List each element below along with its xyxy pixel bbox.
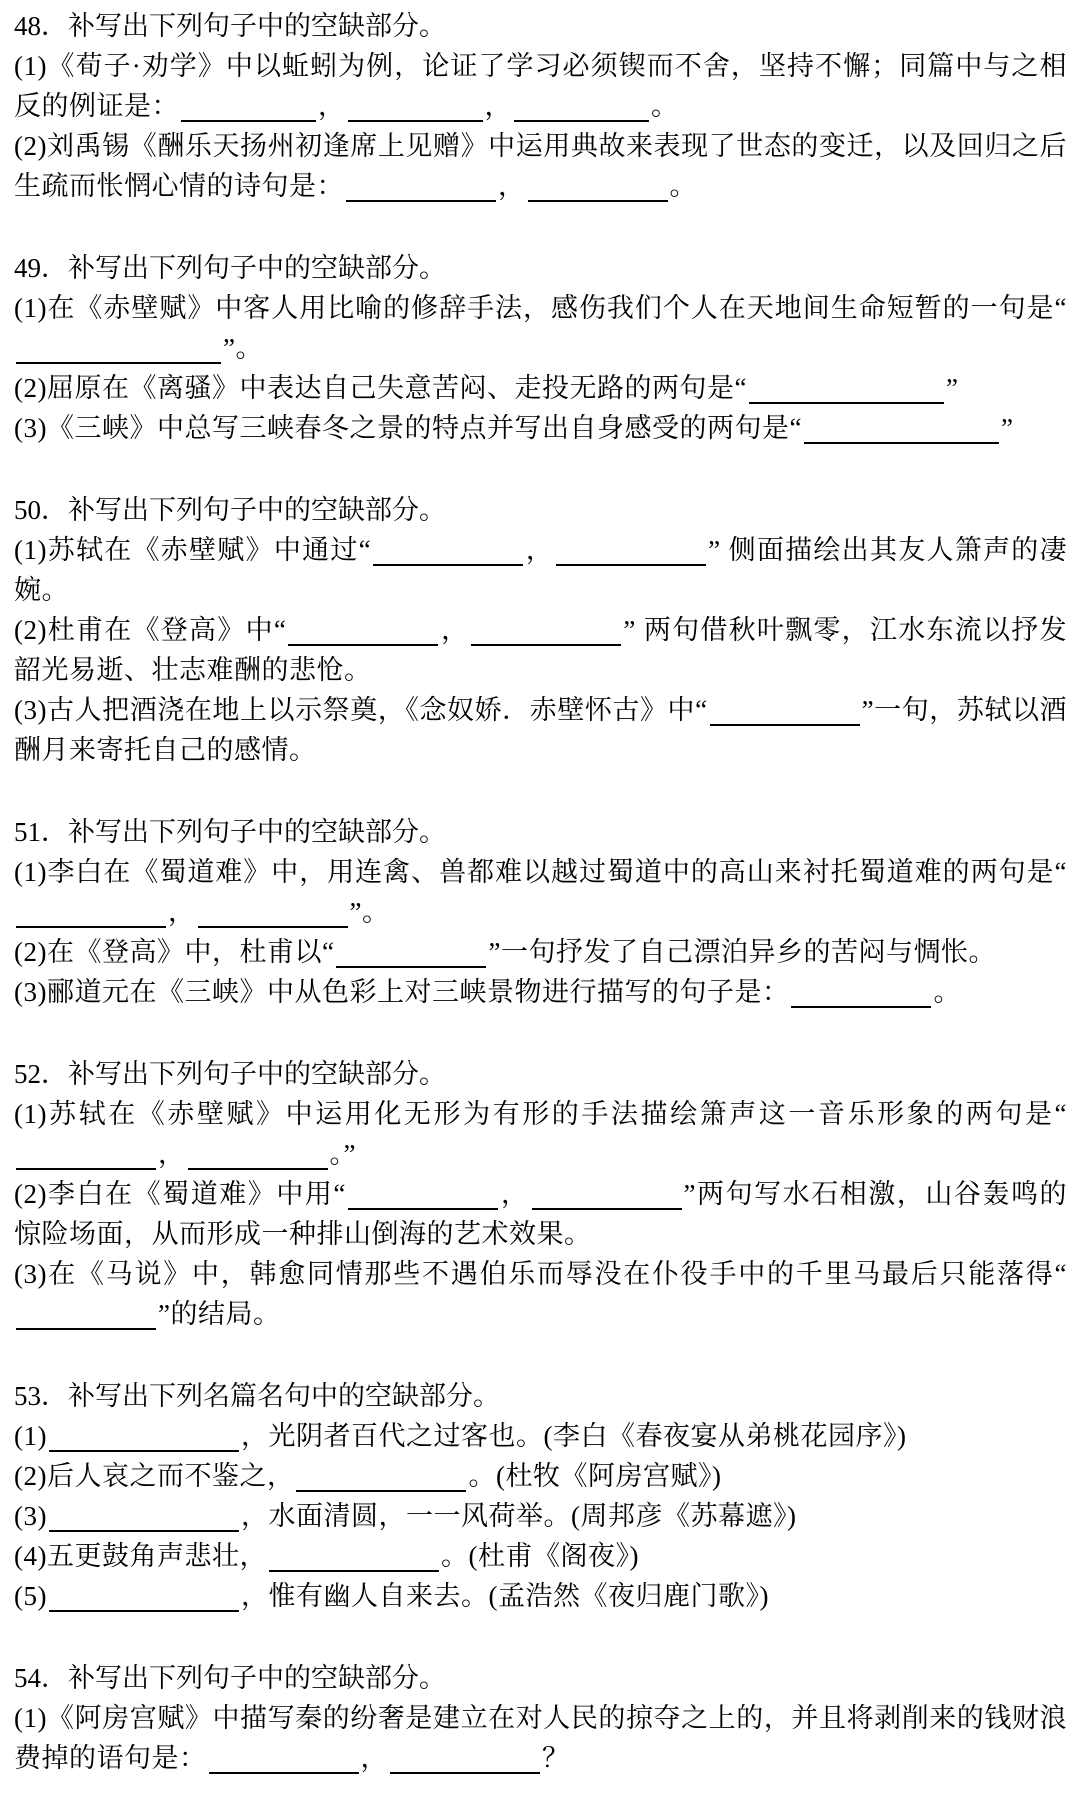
text-segment: 。: [651, 91, 679, 121]
blank-underline: [471, 620, 621, 646]
text-segment: ，: [484, 91, 512, 121]
text-segment: (5): [14, 1581, 47, 1611]
text-segment: ”: [945, 373, 959, 403]
question-item: [14, 852, 1067, 932]
text-segment: (2)屈原在《离骚》中表达自己失意苦闷、走投无路的两句是“: [14, 373, 747, 403]
blank-underline: [49, 1426, 239, 1452]
text-segment: ，: [498, 171, 526, 201]
blank-underline: [16, 902, 166, 928]
text-segment: 。: [933, 977, 961, 1007]
question-list: [14, 6, 1067, 1778]
text-segment: ，: [440, 615, 470, 645]
question-item: [14, 1254, 1067, 1334]
text-segment: 。”: [329, 1139, 356, 1169]
text-segment: (2)在《登高》中，杜甫以“: [14, 937, 335, 967]
text-segment: ” 侧面描绘出其友人箫声的凄婉。: [14, 535, 1068, 605]
blank-underline: [198, 902, 348, 928]
text-segment: (1)《阿房宫赋》中描写秦的纷奢是建立在对人民的掠夺之上的，并且将剥削来的钱财浪费掉的语句是：: [14, 1703, 1067, 1773]
question-block: [14, 490, 1067, 770]
blank-underline: [346, 176, 496, 202]
blank-underline: [288, 620, 438, 646]
blank-underline: [710, 700, 860, 726]
question-block: [14, 1658, 1067, 1778]
question-item: [14, 46, 1067, 126]
text-segment: (2)刘禹锡《酬乐天扬州初逢席上见赠》中运用典故来表现了世态的变迁，以及回归之后生疏而怅惘心情的诗句是：: [14, 131, 1067, 201]
text-segment: (2)后人哀之而不鉴之，: [14, 1461, 295, 1491]
question-item: [14, 1698, 1067, 1778]
blank-underline: [181, 96, 316, 122]
question-item: [14, 1456, 1067, 1496]
text-segment: (2)杜甫在《登高》中“: [14, 615, 287, 645]
blank-underline: [390, 1748, 540, 1774]
question-item: [14, 1576, 1067, 1616]
blank-underline: [336, 942, 486, 968]
question-item: [14, 368, 1067, 408]
text-segment: ，: [360, 1743, 388, 1773]
question-block: [14, 812, 1067, 1012]
blank-underline: [556, 540, 706, 566]
text-segment: ”: [1000, 413, 1014, 443]
blank-underline: [49, 1586, 239, 1612]
text-segment: (3): [14, 1501, 47, 1531]
text-segment: (1)苏轼在《赤壁赋》中运用化无形为有形的手法描绘箫声这一音乐形象的两句是“: [14, 1099, 1067, 1129]
question-item: [14, 126, 1067, 206]
question-item: [14, 690, 1067, 770]
blank-underline: [532, 1184, 682, 1210]
text-segment: ”。: [223, 333, 263, 363]
text-segment: ”两句写水石相激，山谷轰鸣的惊险场面，从而形成一种排山倒海的艺术效果。: [14, 1179, 1068, 1249]
blank-underline: [373, 540, 523, 566]
question-heading: 54．补写出下列句子中的空缺部分。: [14, 1663, 446, 1693]
question-item: [14, 1536, 1067, 1576]
text-segment: ，惟有幽人自来去。(孟浩然《夜归鹿门歌》): [240, 1581, 769, 1611]
text-segment: ，: [158, 1139, 186, 1169]
blank-underline: [749, 378, 944, 404]
question-item: [14, 932, 1067, 972]
text-segment: (4)五更鼓角声悲壮，: [14, 1541, 267, 1571]
text-segment: ，光阴者百代之过客也。(李白《春夜宴从弟桃花园序》): [240, 1421, 907, 1451]
blank-underline: [16, 1144, 156, 1170]
blank-underline: [188, 1144, 328, 1170]
text-segment: ”。: [349, 897, 390, 927]
question-item: [14, 1416, 1067, 1456]
blank-underline: [16, 1304, 156, 1330]
text-segment: (3)古人把酒浇在地上以示祭奠，《念奴娇．赤壁怀古》中“: [14, 695, 708, 725]
question-item: [14, 1174, 1067, 1254]
text-segment: (1)苏轼在《赤壁赋》中通过“: [14, 535, 372, 565]
blank-underline: [348, 1184, 498, 1210]
question-heading: 52．补写出下列句子中的空缺部分。: [14, 1059, 446, 1089]
question-item: [14, 288, 1067, 368]
question-item: [14, 408, 1067, 448]
text-segment: ，: [525, 535, 555, 565]
text-segment: ，: [168, 897, 196, 927]
text-segment: ？: [542, 1743, 570, 1773]
question-block: [14, 248, 1067, 448]
blank-underline: [528, 176, 668, 202]
text-segment: ”的结局。: [158, 1299, 281, 1329]
question-item: [14, 530, 1067, 610]
text-segment: ，水面清圆，一一风荷举。(周邦彦《苏幕遮》): [240, 1501, 797, 1531]
question-item: [14, 610, 1067, 690]
text-segment: (1)《荀子·劝学》中以蚯蚓为例，论证了学习必须锲而不舍，坚持不懈；同篇中与之相反的例证是：: [14, 51, 1067, 121]
text-segment: ，: [318, 91, 346, 121]
text-segment: (3)《三峡》中总写三峡春冬之景的特点并写出自身感受的两句是“: [14, 413, 802, 443]
text-segment: 。(杜甫《阁夜》): [440, 1541, 639, 1571]
text-segment: 。(杜牧《阿房宫赋》): [468, 1461, 722, 1491]
blank-underline: [514, 96, 649, 122]
text-segment: (1): [14, 1421, 47, 1451]
text-segment: (1)李白在《蜀道难》中，用连禽、兽都难以越过蜀道中的高山来衬托蜀道难的两句是“: [14, 857, 1067, 887]
question-block: [14, 1376, 1067, 1616]
text-segment: (3)郦道元在《三峡》中从色彩上对三峡景物进行描写的句子是：: [14, 977, 790, 1007]
question-heading: 53．补写出下列名篇名句中的空缺部分。: [14, 1381, 500, 1411]
blank-underline: [16, 338, 221, 364]
question-item: [14, 1094, 1067, 1174]
question-block: [14, 6, 1067, 206]
text-segment: ”一句抒发了自己漂泊异乡的苦闷与惆怅。: [488, 937, 996, 967]
blank-underline: [791, 982, 931, 1008]
question-heading: 48．补写出下列句子中的空缺部分。: [14, 11, 446, 41]
text-segment: 。: [669, 171, 697, 201]
blank-underline: [49, 1506, 239, 1532]
text-segment: (2)李白在《蜀道难》中用“: [14, 1179, 346, 1209]
question-item: [14, 1496, 1067, 1536]
blank-underline: [296, 1466, 466, 1492]
question-block: [14, 1054, 1067, 1334]
text-segment: ”一句，苏轼以酒酬月来寄托自己的感情。: [14, 695, 1068, 765]
question-heading: 50．补写出下列句子中的空缺部分。: [14, 495, 446, 525]
text-segment: (1)在《赤壁赋》中客人用比喻的修辞手法，感伤我们个人在天地间生命短暂的一句是“: [14, 293, 1067, 323]
question-heading: 51．补写出下列句子中的空缺部分。: [14, 817, 446, 847]
text-segment: ” 两句借秋叶飘零，江水东流以抒发韶光易逝、壮志难酬的悲怆。: [14, 615, 1068, 685]
question-heading: 49．补写出下列句子中的空缺部分。: [14, 253, 446, 283]
blank-underline: [269, 1546, 439, 1572]
text-segment: ，: [499, 1179, 530, 1209]
blank-underline: [209, 1748, 359, 1774]
question-item: [14, 972, 1067, 1012]
blank-underline: [804, 418, 999, 444]
text-segment: (3)在《马说》中，韩愈同情那些不遇伯乐而辱没在仆役手中的千里马最后只能落得“: [14, 1259, 1067, 1289]
blank-underline: [348, 96, 483, 122]
